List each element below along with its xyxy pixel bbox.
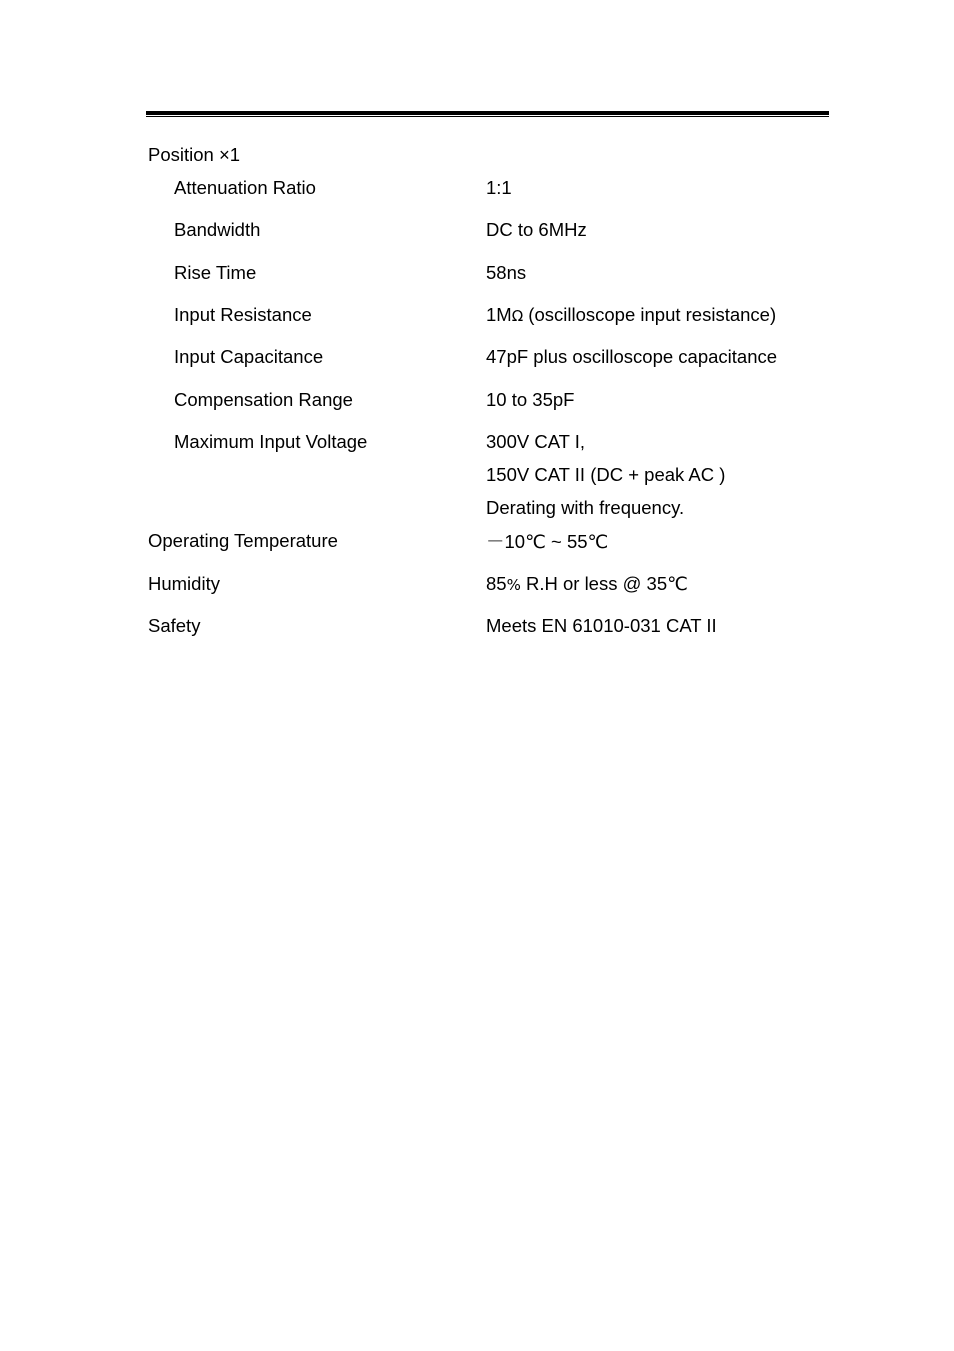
spec-label-compensation-range: Compensation Range bbox=[174, 389, 353, 410]
spec-label-bandwidth: Bandwidth bbox=[174, 219, 261, 240]
spec-label-input-resistance: Input Resistance bbox=[174, 304, 312, 325]
section-heading: Position ×1 bbox=[148, 144, 241, 165]
ohm-symbol: Ω bbox=[511, 307, 524, 325]
spec-value-bandwidth: DC to 6MHz bbox=[486, 219, 587, 240]
spec-value-safety: Meets EN 61010-031 CAT II bbox=[486, 615, 717, 636]
value-prefix: 1M bbox=[486, 304, 512, 325]
spec-value-max-input-voltage-line3: Derating with frequency. bbox=[486, 497, 685, 518]
spec-label-max-input-voltage: Maximum Input Voltage bbox=[174, 431, 368, 452]
value-suffix: (oscilloscope input resistance) bbox=[523, 304, 777, 325]
spec-value-attenuation: 1:1 bbox=[486, 177, 512, 198]
spec-value-max-input-voltage-line1: 300V CAT I, bbox=[486, 431, 586, 452]
spec-value-humidity bbox=[486, 573, 688, 596]
spec-value-input-capacitance: 47pF plus oscilloscope capacitance bbox=[486, 346, 778, 367]
spec-value-operating-temperature: －10℃ ~ 55℃ bbox=[486, 531, 609, 552]
percent-symbol: % bbox=[506, 576, 521, 594]
spec-label-rise-time: Rise Time bbox=[174, 262, 257, 283]
spec-label-attenuation: Attenuation Ratio bbox=[174, 177, 316, 198]
spec-label-operating-temperature: Operating Temperature bbox=[148, 530, 338, 551]
spec-value-compensation-range: 10 to 35pF bbox=[486, 389, 575, 410]
spec-value-rise-time: 58ns bbox=[486, 262, 527, 283]
spec-value-input-resistance bbox=[486, 304, 776, 327]
spec-label-humidity: Humidity bbox=[148, 573, 220, 594]
header-rule bbox=[146, 111, 829, 118]
header-rule-thin bbox=[146, 116, 829, 117]
value-suffix: R.H or less @ 35℃ bbox=[520, 573, 688, 594]
spec-label-safety: Safety bbox=[148, 615, 201, 636]
value-prefix: 85 bbox=[486, 573, 507, 594]
spec-value-max-input-voltage-line2: 150V CAT II (DC + peak AC ) bbox=[486, 464, 726, 485]
header-rule-thick bbox=[146, 111, 829, 115]
spec-label-input-capacitance: Input Capacitance bbox=[174, 346, 324, 367]
